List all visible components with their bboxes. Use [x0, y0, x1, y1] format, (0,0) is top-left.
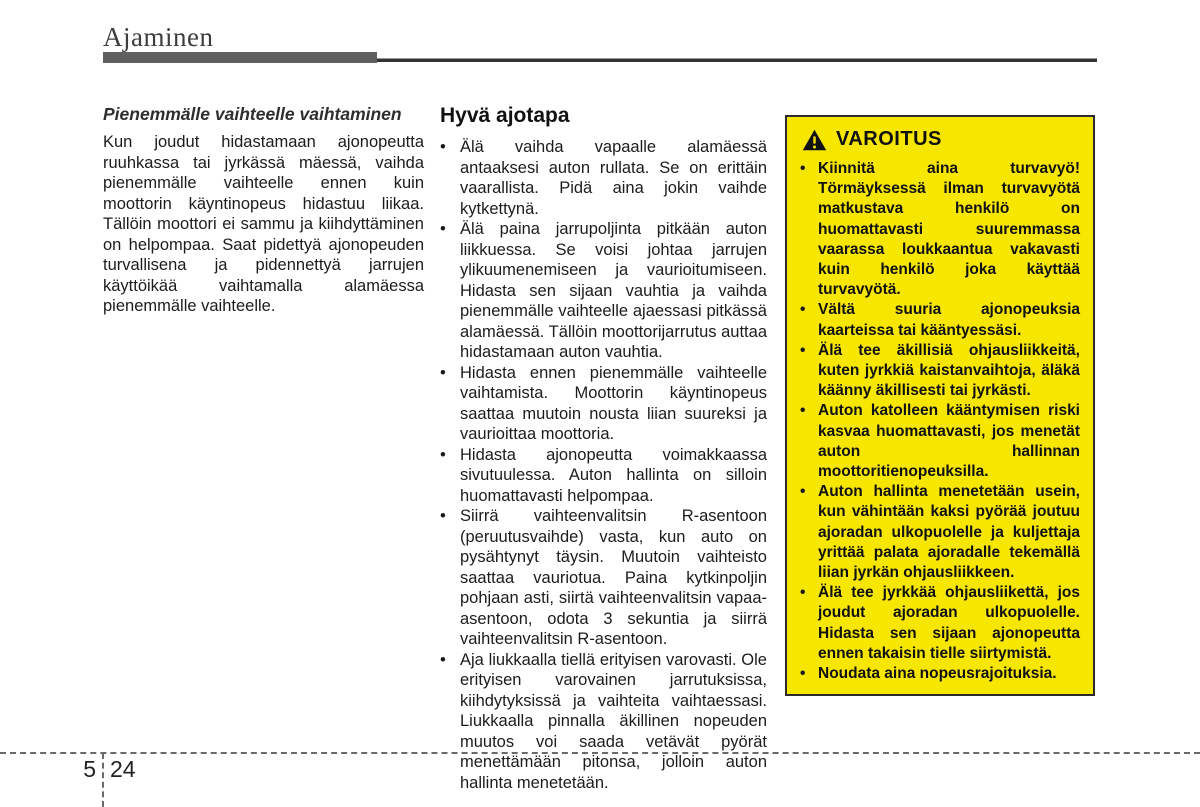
bullet-icon: • [440, 363, 446, 382]
list-item-text: Siirrä vaihteenvalitsin R-asentoon (peruutusvaihde) vasta, kun auto on pysähtynyt täysin. Muutoin vaihteisto saattaa vauriotua. Paina kytkinpoljin pohjaan asti, siirtä vaihteenvalitsin vapaa-asentoon, odota 3 sekuntia ja siirrä vaihteenvalitsin R-asentoon. [460, 507, 767, 648]
bullet-icon: • [800, 483, 806, 501]
warning-box [785, 115, 1095, 696]
list-item [440, 650, 767, 794]
list-item-text: Älä tee äkillisiä ohjausliikkeitä, kuten jyrkkiä kaistanvaihtoja, äläkä käänny äkillisesti tai jyrkästi. [818, 341, 1080, 400]
subsection-title: Pienemmälle vaihteelle vaihtaminen [103, 104, 402, 124]
list-item-text: Älä tee jyrkkää ohjausliikettä, jos joudut ajoradan ulkopuolelle. Hidasta sen sijaan ajonopeutta ennen takaisin tielle siirtymistä. [818, 584, 1080, 662]
bullet-icon: • [440, 507, 446, 525]
bullet-icon: • [440, 138, 446, 156]
warning-header [802, 128, 1080, 151]
list-item-text: Vältä suuria ajonopeuksia kaarteissa tai kääntyessäsi. [818, 301, 1080, 339]
list-item-text: Noudata aina nopeusrajoituksia. [818, 665, 1057, 683]
list-item [800, 159, 1080, 300]
list-item [800, 300, 1080, 340]
warning-title: VAROITUS [836, 128, 942, 150]
list-item [440, 219, 767, 363]
list-item [800, 583, 1080, 664]
list-item-text: Hidasta ajonopeutta voimakkaassa sivutuulessa. Auton hallinta on silloin huomattavasti helpompaa. [460, 445, 767, 505]
warning-list [800, 159, 1080, 684]
chapter-number: 5 [83, 756, 96, 782]
list-item [800, 401, 1080, 482]
bullet-icon: • [800, 402, 806, 420]
list-item [440, 363, 767, 445]
bullet-icon: • [800, 160, 806, 177]
middle-column [440, 104, 767, 793]
list-item-text: Aja liukkaalla tiellä erityisen varovasti. Ole erityisen varovainen jarrutuksissa, kiihdytyksissä ja vaihteita vaihtaessasi. Liukkaalla pinnalla äkillinen nopeuden muutos voi saada vetävät pyörät menettämään pitonsa, jolloin auton hallinta menetetään. [460, 650, 767, 792]
list-item [440, 445, 767, 507]
bullet-icon: • [800, 341, 806, 359]
section-title: Hyvä ajotapa [440, 104, 570, 127]
list-item-text: Auton katolleen kääntymisen riski kasvaa huomattavasti, jos menetät auton hallinnan moottoritienopeuksilla. [818, 402, 1080, 481]
footer-dashed-line [0, 752, 1200, 754]
bullet-icon: • [800, 665, 806, 683]
bullet-icon: • [440, 220, 446, 238]
bullet-icon: • [800, 301, 806, 319]
list-item [440, 137, 767, 219]
warning-triangle-icon [802, 129, 827, 151]
page-number-value: 24 [110, 756, 136, 782]
list-item-text: Älä paina jarrupoljinta pitkään auton liikkuessa. Se voisi johtaa jarrujen ylikuumenemiseen ja vaurioitumiseen. Hidasta sen sijaan vauhtia ja vaihda pienemmälle vaihteelle ajaessasi pitkässä alamäessä. Tällöin moottorijarrutus auttaa hidastamaan auton vauhtia. [460, 220, 767, 361]
list-item-text: Hidasta ennen pienemmälle vaihteelle vaihtamista. Moottorin käyntinopeus saattaa muutoin nousta liian suureksi ja vaurioittaa moottoria. [460, 363, 767, 443]
bullet-icon: • [440, 650, 446, 669]
footer-dashed-vline [102, 753, 104, 807]
list-item-text: Auton hallinta menetetään usein, kun vähintään kaksi pyörää joutuu ajoradan ulkopuolelle ja kuljettaja yrittää palata ajoradalle tekemällä liian jyrkän ohjausliikkeen. [818, 483, 1080, 582]
list-item [800, 341, 1080, 402]
left-column [103, 104, 424, 317]
list-item [800, 664, 1080, 684]
list-item [800, 482, 1080, 583]
driving-tips-list [440, 137, 767, 793]
list-item [440, 506, 767, 650]
bullet-icon: • [440, 445, 446, 464]
chapter-title: Ajaminen [103, 22, 214, 52]
header-rule-thick [103, 52, 377, 63]
list-item-text: Kiinnitä aina turvavyö! Törmäyksessä ilman turvavyötä matkustava henkilö on huomattavasti suuremmassa vaarassa loukkaantua vakavasti kuin henkilö joka käyttää turvavyötä. [818, 160, 1080, 299]
bullet-icon: • [800, 584, 806, 602]
list-item-text: Älä vaihda vapaalle alamäessä antaaksesi auton rullata. Se on erittäin vaarallista. Pidä aina jokin vaihde kytkettynä. [460, 138, 767, 218]
left-column-paragraph: Kun joudut hidastamaan ajonopeutta ruuhkassa tai jyrkässä mäessä, vaihda pienemmälle vaihteelle ennen kuin moottorin käyntinopeus hidastuu liikaa. Tällöin moottori ei sammu ja kiihdyttäminen on helpompaa. Saat pidettyä ajonopeuden turvallisena ja pidennettyä jarrujen käyttöikää vaihtamalla alamäessa pienemmälle vaihteelle. [103, 133, 424, 315]
